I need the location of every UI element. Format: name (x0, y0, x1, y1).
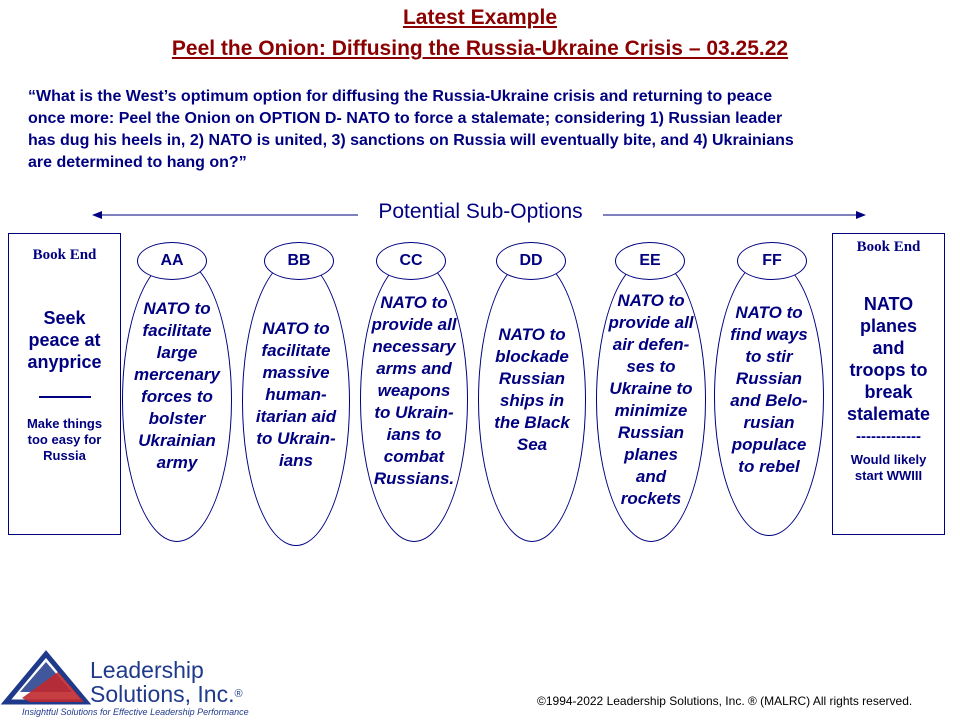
option-line: and Belo- (730, 391, 808, 410)
option-tag-ff: FF (737, 242, 807, 280)
option-text-dd (478, 324, 586, 456)
option-line: weapons (377, 381, 451, 400)
option-line: army (156, 453, 198, 472)
option-line: populace (731, 435, 807, 454)
option-line: combat (383, 447, 445, 466)
question-line: has dug his heels in, 2) NATO is united, 3) sanctions on Russia will eventually bite, and 4) Ukrainians (28, 132, 794, 149)
option-line: NATO to (380, 293, 448, 312)
option-text-aa (122, 298, 232, 474)
logo-triangle-icon (0, 648, 92, 708)
option-line: facilitate (142, 321, 212, 340)
title-peel-the-onion: Peel the Onion: Diffusing the Russia-Ukraine Crisis – 03.25.22 (171, 37, 789, 60)
option-line: human- (265, 385, 327, 404)
option-line: minimize (614, 401, 688, 420)
copyright-text: ©1994-2022 Leadership Solutions, Inc. ® (MALRC) All rights reserved. (537, 694, 913, 708)
logo-line-text: Solutions, Inc. (90, 681, 235, 707)
bookend-main-text (833, 293, 944, 425)
option-line: Russian (735, 369, 803, 388)
option-line: Ukrainian (138, 431, 216, 450)
option-tag-ee: EE (615, 242, 685, 280)
option-text-ee (596, 290, 706, 510)
sub-options-label: Potential Sub-Options (358, 200, 603, 224)
option-line: necessary (372, 337, 456, 356)
option-line: NATO to (262, 319, 330, 338)
option-line: NATO to (735, 303, 803, 322)
option-line: planes (624, 445, 678, 464)
option-line: the Black (494, 413, 570, 432)
option-tag-aa: AA (137, 242, 207, 280)
option-line: air defen- (612, 335, 690, 354)
question-line: once more: Peel the Onion on OPTION D- NATO to force a stalemate; considering 1) Russian leader (28, 110, 783, 127)
bookend-note-line: Make things (26, 416, 103, 431)
option-line: itarian aid (255, 407, 337, 426)
option-text-bb (242, 318, 350, 472)
option-line: ians to (386, 425, 442, 444)
option-line: provide all (608, 313, 694, 332)
option-line: large (156, 343, 198, 362)
option-line: NATO to (617, 291, 685, 310)
option-line: forces to (141, 387, 213, 406)
bookend-note-line: Russia (43, 448, 86, 463)
logo-tagline: Insightful Solutions for Effective Leadership Performance (22, 707, 249, 717)
dashes-divider: ------------- (856, 428, 921, 445)
bookend-note (9, 416, 120, 464)
logo-name (90, 658, 243, 706)
title-latest-example: Latest Example (402, 6, 558, 29)
option-line: NATO to (498, 325, 566, 344)
option-line: to Ukrain- (256, 429, 336, 448)
arrow-right-icon (856, 211, 866, 219)
option-tag-bb: BB (264, 242, 334, 280)
option-line: NATO to (143, 299, 211, 318)
option-line: Sea (516, 435, 548, 454)
option-line: mercenary (133, 365, 220, 384)
bookend-line: stalemate (846, 404, 931, 424)
option-line: arms and (376, 359, 452, 378)
bookend-line: planes (859, 316, 918, 336)
option-tag-cc: CC (376, 242, 446, 280)
bookend-title: Book End (32, 247, 97, 263)
option-line: ians (278, 451, 314, 470)
option-line: provide all (371, 315, 457, 334)
bookend-note-line: Would likely (850, 452, 927, 467)
logo-registered: ® (234, 688, 243, 700)
bookend-line: anyprice (27, 352, 102, 372)
option-line: find ways (730, 325, 808, 344)
option-line: blockade (495, 347, 569, 366)
arrow-left-icon (92, 211, 102, 219)
bookend-line: NATO (863, 294, 914, 314)
bookend-note-line: too easy for (27, 432, 102, 447)
bookend-line: troops to (849, 360, 928, 380)
bookend-note-line: start WWIII (854, 468, 923, 483)
bookend-line: break (864, 382, 913, 402)
bookend-right (832, 233, 945, 535)
option-line: Russians. (373, 469, 455, 488)
option-line: ses to (626, 357, 676, 376)
bookend-line: Seek (43, 308, 86, 328)
option-line: and (635, 467, 667, 486)
option-line: to stir (745, 347, 793, 366)
option-line: to Ukrain- (374, 403, 454, 422)
bookend-line: peace at (28, 330, 101, 350)
logo-line: Leadership (90, 657, 204, 683)
question-text (28, 86, 938, 174)
bookend-note (833, 452, 944, 484)
option-text-ff (714, 302, 824, 478)
option-line: massive (262, 363, 330, 382)
option-line: to rebel (738, 457, 800, 476)
option-line: rockets (620, 489, 682, 508)
option-line: Ukraine to (609, 379, 693, 398)
option-line: rusian (743, 413, 795, 432)
option-line: bolster (148, 409, 206, 428)
question-line: are determined to hang on?” (28, 154, 247, 171)
bookend-left (8, 233, 121, 535)
divider-rule (39, 396, 91, 398)
bookend-title: Book End (856, 239, 921, 255)
option-text-cc (360, 292, 468, 490)
option-line: Russian (498, 369, 566, 388)
option-line: ships in (499, 391, 565, 410)
option-tag-dd: DD (496, 242, 566, 280)
bookend-main-text (9, 307, 120, 373)
bookend-line: and (872, 338, 905, 358)
option-line: Russian (617, 423, 685, 442)
option-line: facilitate (261, 341, 331, 360)
logo-line (90, 682, 243, 706)
question-line: “What is the West’s optimum option for diffusing the Russia-Ukraine crisis and returning to peace (28, 88, 773, 105)
